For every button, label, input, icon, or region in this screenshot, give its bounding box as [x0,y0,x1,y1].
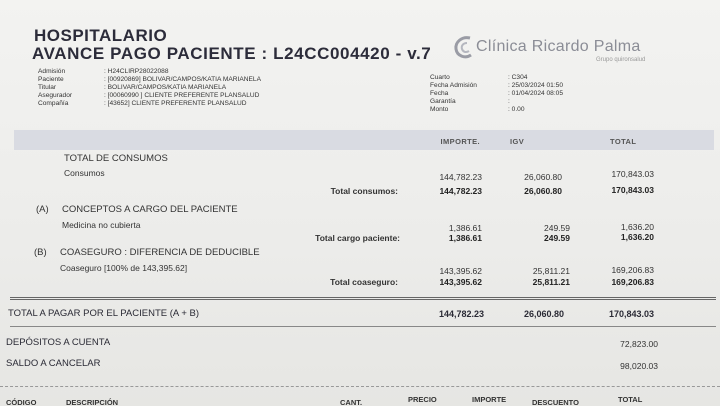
document-title: AVANCE PAGO PACIENTE : L24CC004420 - v.7 [32,44,432,63]
label-titular: Titular [38,84,57,91]
clinic-logo-subtext: Grupo quironsalud [596,57,646,63]
consumos-item-label: Consumos [64,168,105,178]
room-info-labels [430,74,477,114]
footer-dashed-line [0,386,720,387]
grand-total-importe: 144,782.23 [438,309,484,319]
label-admision: Admisión [38,68,66,75]
label-cuarto: Cuarto [430,74,450,81]
section-consumos-title: TOTAL DE CONSUMOS [64,153,168,164]
grand-total-igv: 26,060.80 [523,309,564,319]
coaseguro-total-label: Total coaseguro: [330,277,398,287]
section-cargo-title: CONCEPTOS A CARGO DEL PACIENTE [62,204,238,215]
saldo-label: SALDO A CANCELAR [6,358,101,369]
patient-info-labels [38,68,72,108]
value-compania: : [43652] CLIENTE PREFERENTE PLANSALUD [104,100,247,107]
cargo-total-importe: 1,386.61 [448,233,482,243]
consumos-total-igv: 26,060.80 [524,186,562,196]
consumos-item-importe: 144,782.23 [439,172,482,182]
label-monto: Monto [430,106,449,113]
label-fecha-admision: Fecha Admisión [430,82,477,89]
depositos-value: 72,823.00 [620,339,658,349]
header-importe: IMPORTE. [440,137,480,146]
table-header [14,130,714,150]
clinic-logo-text: Clínica Ricardo Palma [476,38,641,55]
coaseguro-total-total: 169,206.83 [611,277,654,287]
coaseguro-item-label: Coaseguro [100% de 143,395.62] [60,263,188,273]
footer-codigo: CÓDIGO [6,398,37,406]
consumos-item-total: 170,843.03 [611,169,654,179]
coaseguro-total-importe: 143,395.62 [439,277,482,287]
consumos-total-label: Total consumos: [330,186,398,196]
value-asegurador: : [00060990 ] CLIENTE PREFERENTE PLANSALUD [104,92,260,99]
header-total: TOTAL [610,137,637,146]
value-fecha-admision: : 25/03/2024 01:50 [508,82,563,89]
clinic-logo-icon [452,34,476,60]
divider-bottom [10,326,716,327]
section-cargo-tag: (A) [36,204,49,215]
coaseguro-total-igv: 25,811.21 [532,277,570,287]
coaseguro-item-importe: 143,395.62 [439,266,482,276]
value-admision: : H24CLIRP28022088 [104,68,169,75]
value-garantia: : [508,98,510,105]
cargo-item-total: 1,636.20 [620,222,654,232]
consumos-total-total: 170,843.03 [611,185,654,195]
divider-top [10,297,716,298]
cargo-total-total: 1,636.20 [620,232,654,242]
coaseguro-item-total: 169,206.83 [611,265,654,275]
label-compania: Compañía [38,100,69,107]
saldo-value: 98,020.03 [620,361,658,371]
label-asegurador: Asegurador [38,92,73,99]
label-garantia: Garantía [430,98,456,105]
label-fecha: Fecha [430,90,449,97]
grand-total-label: TOTAL A PAGAR POR EL PACIENTE (A + B) [8,308,200,319]
section-coaseguro-tag: (B) [34,247,47,258]
value-monto: : 0.00 [508,106,525,113]
footer-cant: CANT. [340,398,363,406]
footer-importe: IMPORTE [472,395,507,404]
footer-total: TOTAL [618,395,643,404]
cargo-item-importe: 1,386.61 [448,223,482,233]
value-paciente: : [00920869] BOLIVAR/CAMPOS/KATIA MARIANELA [104,76,261,83]
section-coaseguro-title: COASEGURO : DIFERENCIA DE DEDUCIBLE [60,247,260,258]
grand-total-total: 170,843.03 [608,309,654,319]
consumos-item-igv: 26,060.80 [524,172,562,182]
footer-descuento: DESCUENTO [532,398,579,406]
value-cuarto: : C304 [508,74,528,81]
divider-top-2 [10,299,716,300]
cargo-total-igv: 249.59 [544,233,570,243]
footer-precio: PRECIO [408,395,437,404]
footer-descripcion: DESCRIPCIÓN [66,398,119,406]
depositos-label: DEPÓSITOS A CUENTA [6,337,111,348]
cargo-item-label: Medicina no cubierta [62,220,141,230]
room-info-values [508,74,563,114]
header-igv: IGV [510,137,525,146]
org-name: HOSPITALARIO [34,26,168,45]
consumos-total-importe: 144,782.23 [439,186,482,196]
coaseguro-item-igv: 25,811.21 [532,266,570,276]
cargo-total-label: Total cargo paciente: [315,233,400,243]
label-paciente: Paciente [38,76,64,83]
cargo-item-igv: 249.59 [544,223,570,233]
value-titular: : BOLIVAR/CAMPOS/KATIA MARIANELA [104,84,227,91]
value-fecha: : 01/04/2024 08:05 [508,90,563,97]
patient-info-values [104,68,261,108]
